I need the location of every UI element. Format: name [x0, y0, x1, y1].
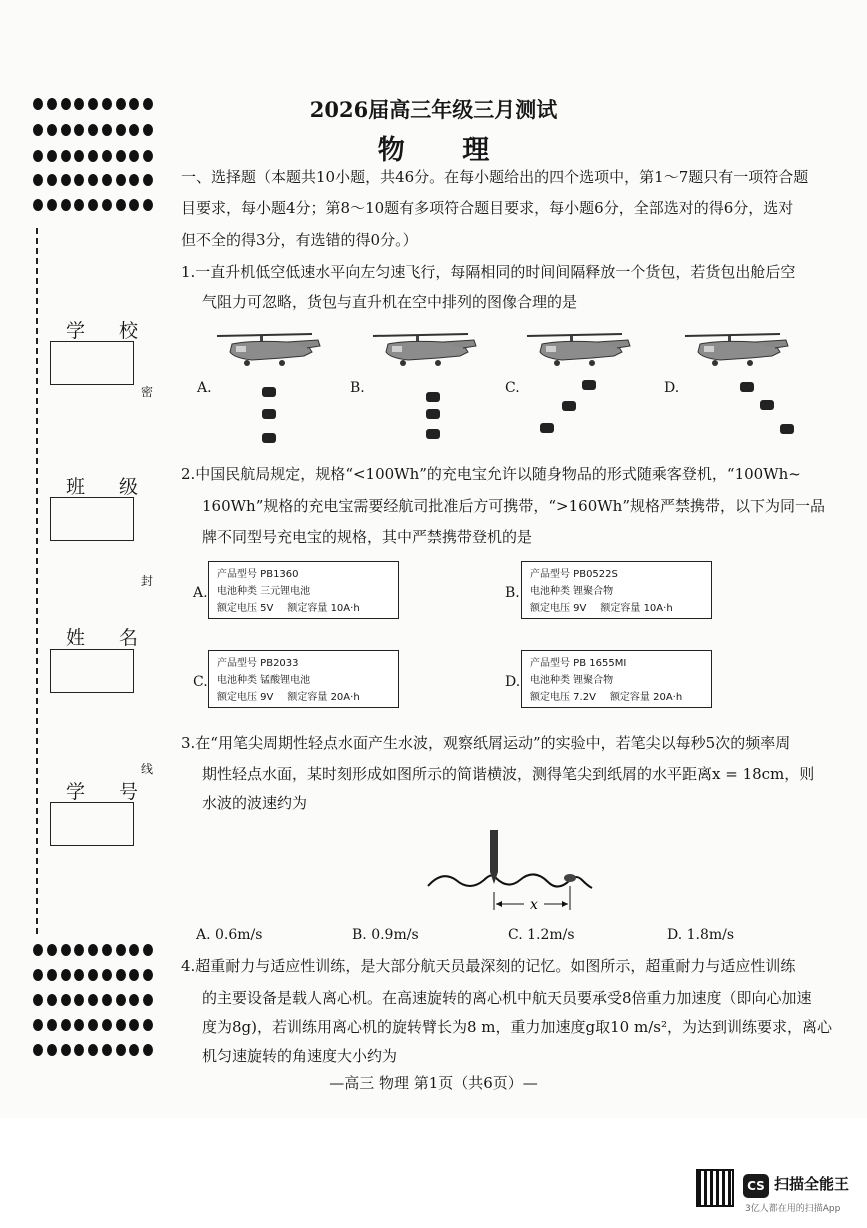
question-1-text: 1.一直升机低空低速水平向左匀速飞行，每隔相同的时间间隔释放一个货包，若货包出舱后空 [181, 263, 796, 281]
spec-capacity: 额定容量 10A·h [287, 603, 360, 614]
binding-line [36, 228, 38, 934]
spec-battery: 电池种类 锂聚合物 [530, 675, 614, 686]
helicopter-icon [368, 330, 478, 380]
spec-model: 产品型号 PB1360 [217, 569, 299, 580]
name-label: 姓 名 [66, 627, 153, 649]
option-label: C. [505, 380, 520, 396]
cargo-package [540, 423, 554, 433]
class-field[interactable] [50, 497, 134, 541]
spec-voltage: 额定电压 7.2V [530, 692, 596, 703]
margin-dots [33, 199, 153, 213]
question-2-text: 牌不同型号充电宝的规格，其中严禁携带登机的是 [202, 528, 533, 546]
power-bank-spec-c [208, 650, 399, 708]
power-bank-spec-a [208, 561, 399, 619]
option-label: A. [193, 585, 208, 601]
scanner-app-name: 扫描全能王 [774, 1175, 850, 1193]
subject-title: 物 理 [377, 135, 514, 166]
class-label: 班 级 [66, 476, 153, 498]
distance-label: x [530, 897, 538, 913]
spec-battery: 电池种类 三元锂电池 [217, 586, 311, 597]
option-label: B. [350, 380, 365, 396]
margin-dots [33, 994, 153, 1008]
question-4-text: 度为8g)，若训练用离心机的旋转臂长为8 m，重力加速度g取10 m/s²，为达到训练要求，离心 [202, 1018, 832, 1036]
helicopter-icon [212, 330, 322, 380]
cargo-package [262, 433, 276, 443]
cargo-package [582, 380, 596, 390]
power-bank-spec-d [521, 650, 712, 708]
question-3-text: 期性轻点水面，某时刻形成如图所示的简谐横波，测得笔尖到纸屑的水平距离x = 18cm，则 [202, 765, 815, 783]
margin-dots [33, 1019, 153, 1033]
spec-model: 产品型号 PB0522S [530, 569, 618, 580]
spec-battery: 电池种类 锂聚合物 [530, 586, 614, 597]
cargo-package [760, 400, 774, 410]
cargo-package [562, 401, 576, 411]
exam-title: 2026届高三年级三月测试 [309, 97, 558, 122]
margin-dots [33, 1044, 153, 1058]
cargo-package [426, 429, 440, 439]
school-field[interactable] [50, 341, 134, 385]
student-id-label: 学 号 [66, 781, 153, 803]
spec-capacity: 额定容量 10A·h [600, 603, 673, 614]
question-4-text: 的主要设备是载人离心机。在高速旋转的离心机中航天员要承受8倍重力加速度（即向心加速 [202, 989, 812, 1007]
qr-code-icon [696, 1169, 734, 1207]
question-3-text: 水波的波速约为 [202, 794, 308, 812]
option-label: B. 0.9m/s [352, 927, 419, 943]
section-intro-line: 目要求，每小题4分；第8～10题有多项符合题目要求，每小题6分，全部选对的得6分，选对 [181, 199, 794, 217]
section-intro-line: 一、选择题（本题共10小题，共46分。在每小题给出的四个选项中，第1～7题只有一项符合题 [181, 168, 809, 186]
spec-voltage: 额定电压 9V [217, 692, 274, 703]
cargo-package [426, 409, 440, 419]
student-id-field[interactable] [50, 802, 134, 846]
question-2-text: 160Wh”规格的充电宝需要经航司批准后方可携带，“>160Wh”规格严禁携带，以下为同一品 [202, 497, 825, 515]
spec-model: 产品型号 PB2033 [217, 658, 299, 669]
cargo-package [262, 409, 276, 419]
option-label: C. [193, 674, 208, 690]
spec-battery: 电池种类 锰酸锂电池 [217, 675, 311, 686]
margin-dots [33, 944, 153, 958]
option-label: D. [505, 674, 521, 690]
cargo-package [426, 392, 440, 402]
seal-char: 封 [141, 574, 154, 588]
question-4-text: 4.超重耐力与适应性训练，是大部分航天员最深刻的记忆。如图所示，超重耐力与适应性训练 [181, 957, 796, 975]
spec-model: 产品型号 PB 1655MI [530, 658, 627, 669]
margin-dots [33, 174, 153, 188]
helicopter-icon [522, 330, 632, 380]
page-footer: —高三 物理 第1页（共6页）— [329, 1074, 538, 1092]
school-label: 学 校 [66, 320, 153, 342]
scanner-logo: CS [743, 1174, 769, 1198]
option-label: D. [664, 380, 680, 396]
name-field[interactable] [50, 649, 134, 693]
spec-capacity: 额定容量 20A·h [287, 692, 360, 703]
spec-capacity: 额定容量 20A·h [609, 692, 683, 703]
question-4-text: 机匀速旋转的角速度大小约为 [202, 1047, 398, 1065]
option-label: A. 0.6m/s [196, 927, 263, 943]
helicopter-icon [680, 330, 790, 380]
power-bank-spec-b [521, 561, 712, 619]
cargo-package [262, 387, 276, 397]
water-wave-figure [424, 828, 594, 918]
seal-char: 密 [141, 385, 154, 399]
section-intro-line: 但不全的得3分，有选错的得0分。） [181, 231, 418, 249]
cargo-package [780, 424, 794, 434]
cargo-package [740, 382, 754, 392]
question-1-text: 气阻力可忽略，货包与直升机在空中排列的图像合理的是 [202, 293, 578, 311]
spec-voltage: 额定电压 5V [217, 603, 274, 614]
spec-voltage: 额定电压 9V [530, 603, 587, 614]
margin-dots [33, 969, 153, 983]
seal-char: 线 [141, 762, 154, 776]
question-3-text: 3.在“用笔尖周期性轻点水面产生水波，观察纸屑运动”的实验中，若笔尖以每秒5次的频率周 [181, 734, 791, 752]
scanner-tagline: 3亿人都在用的扫描App [745, 1204, 841, 1214]
option-label: B. [505, 585, 520, 601]
option-label: D. 1.8m/s [667, 927, 735, 943]
option-label: A. [197, 380, 212, 396]
question-2-text: 2.中国民航局规定，规格“<100Wh”的充电宝允许以随身物品的形式随乘客登机，“100Wh~ [181, 465, 801, 483]
option-label: C. 1.2m/s [508, 927, 575, 943]
